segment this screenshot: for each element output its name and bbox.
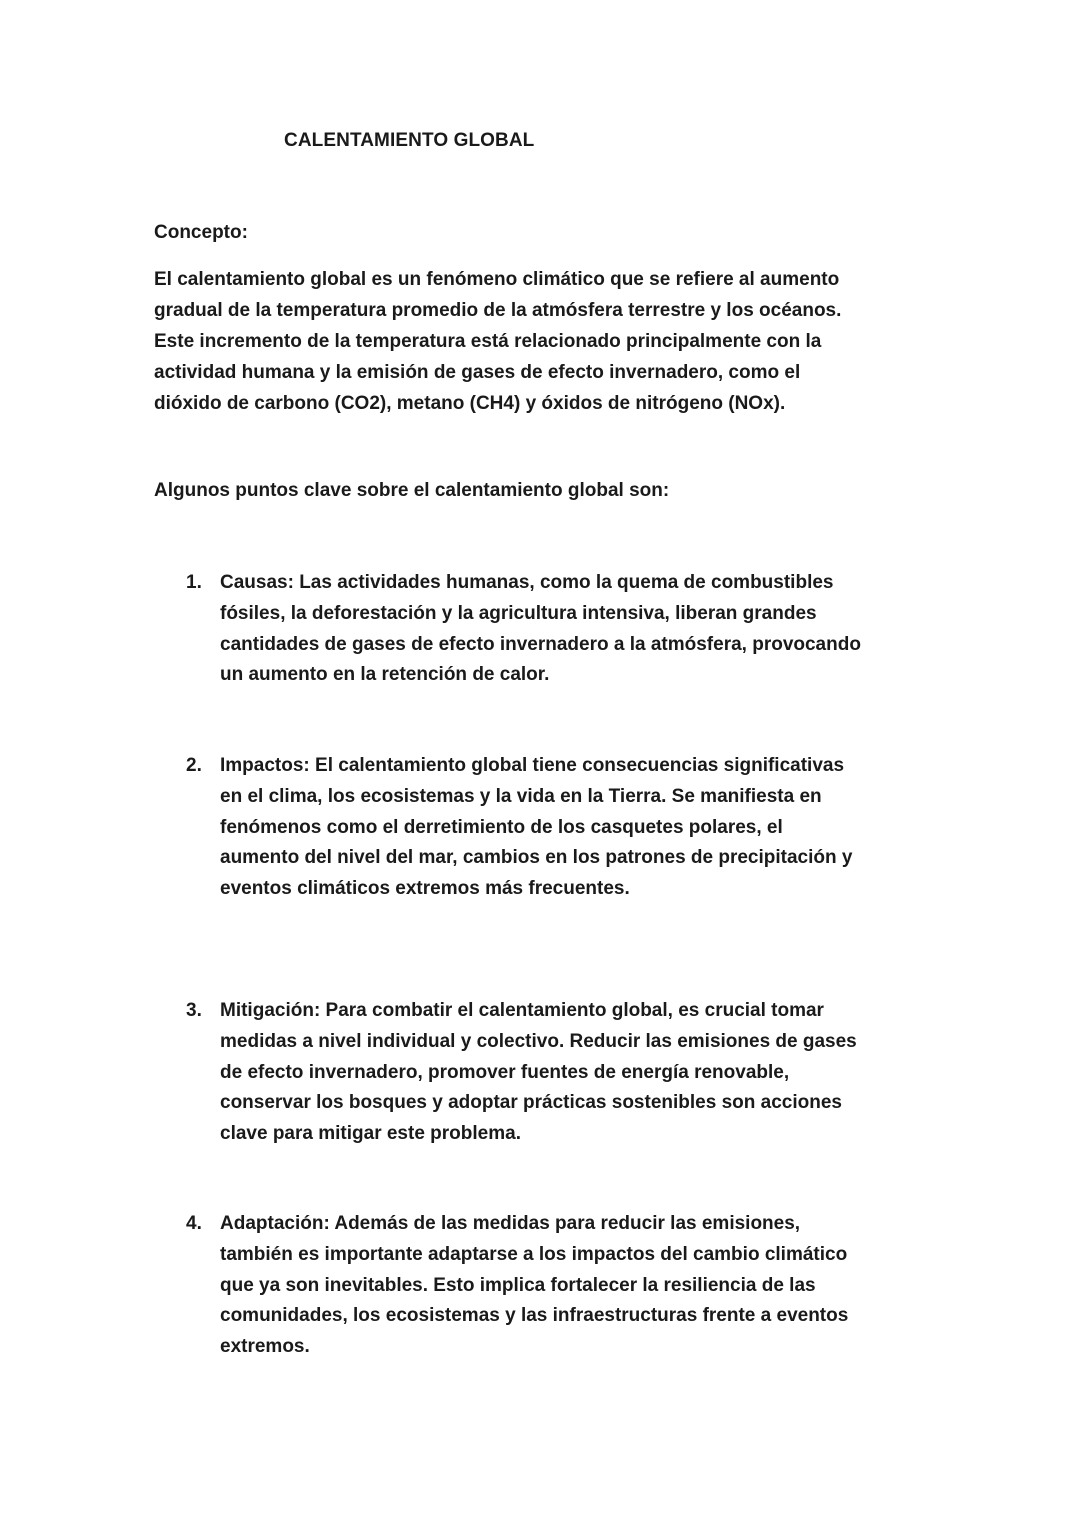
list-item-line: fósiles, la deforestación y la agricultura intensiva, liberan grandes [220, 602, 817, 624]
list-item-line: Adaptación: Además de las medidas para reducir las emisiones, [220, 1213, 801, 1234]
list-item-line: eventos climáticos extremos más frecuentes. [220, 878, 630, 900]
list-item-line: de efecto invernadero, promover fuentes de energía renovable, [220, 1061, 790, 1083]
list-item-line: Causas: Las actividades humanas, como la quema de combustibles [220, 572, 834, 593]
list-item-line: fenómenos como el derretimiento de los casquetes polares, el [220, 816, 783, 838]
concept-paragraph [154, 264, 924, 419]
list-item-line: cantidades de gases de efecto invernadero a la atmósfera, provocando [220, 633, 861, 655]
concept-line: actividad humana y la emisión de gases de efecto invernadero, como el [154, 362, 801, 383]
list-item-line: conservar los bosques y adoptar prácticas sostenibles son acciones [220, 1092, 842, 1114]
list-item-line: medidas a nivel individual y colectivo. Reducir las emisiones de gases [220, 1030, 857, 1052]
list-item-line: en el clima, los ecosistemas y la vida en la Tierra. Se manifiesta en [220, 785, 822, 807]
list-item-line: clave para mitigar este problema. [220, 1123, 521, 1145]
list-item-line: aumento del nivel del mar, cambios en los patrones de precipitación y [220, 847, 853, 869]
list-item-line: un aumento en la retención de calor. [220, 664, 550, 686]
key-points-intro: Algunos puntos clave sobre el calentamiento global son: [154, 480, 670, 501]
list-item-line: comunidades, los ecosistemas y las infraestructuras frente a eventos [220, 1305, 849, 1327]
concept-line: gradual de la temperatura promedio de la atmósfera terrestre y los océanos. [154, 300, 842, 321]
list-item-line: Impactos: El calentamiento global tiene consecuencias significativas [220, 755, 845, 776]
concept-line: dióxido de carbono (CO2), metano (CH4) y óxidos de nitrógeno (NOx). [154, 393, 786, 414]
list-item-number: 4. [186, 1213, 202, 1234]
concept-line: El calentamiento global es un fenómeno climático que se refiere al aumento [154, 269, 840, 290]
list-item-number: 1. [186, 572, 202, 593]
list-item-text [220, 751, 852, 905]
concept-heading: Concepto: [154, 222, 248, 243]
list-item-number: 3. [186, 1000, 202, 1021]
list-item-line: extremos. [220, 1336, 310, 1358]
list-item-number: 2. [186, 755, 202, 776]
list-item-line: Mitigación: Para combatir el calentamiento global, es crucial tomar [220, 1000, 824, 1021]
document-title: CALENTAMIENTO GLOBAL [284, 130, 535, 151]
list-item-text [220, 568, 861, 691]
list-item-line: también es importante adaptarse a los impactos del cambio climático [220, 1243, 848, 1265]
list-item-text [220, 996, 857, 1150]
concept-line: Este incremento de la temperatura está relacionado principalmente con la [154, 331, 822, 352]
list-item-text [220, 1209, 848, 1363]
list-item-line: que ya son inevitables. Esto implica fortalecer la resiliencia de las [220, 1274, 816, 1296]
